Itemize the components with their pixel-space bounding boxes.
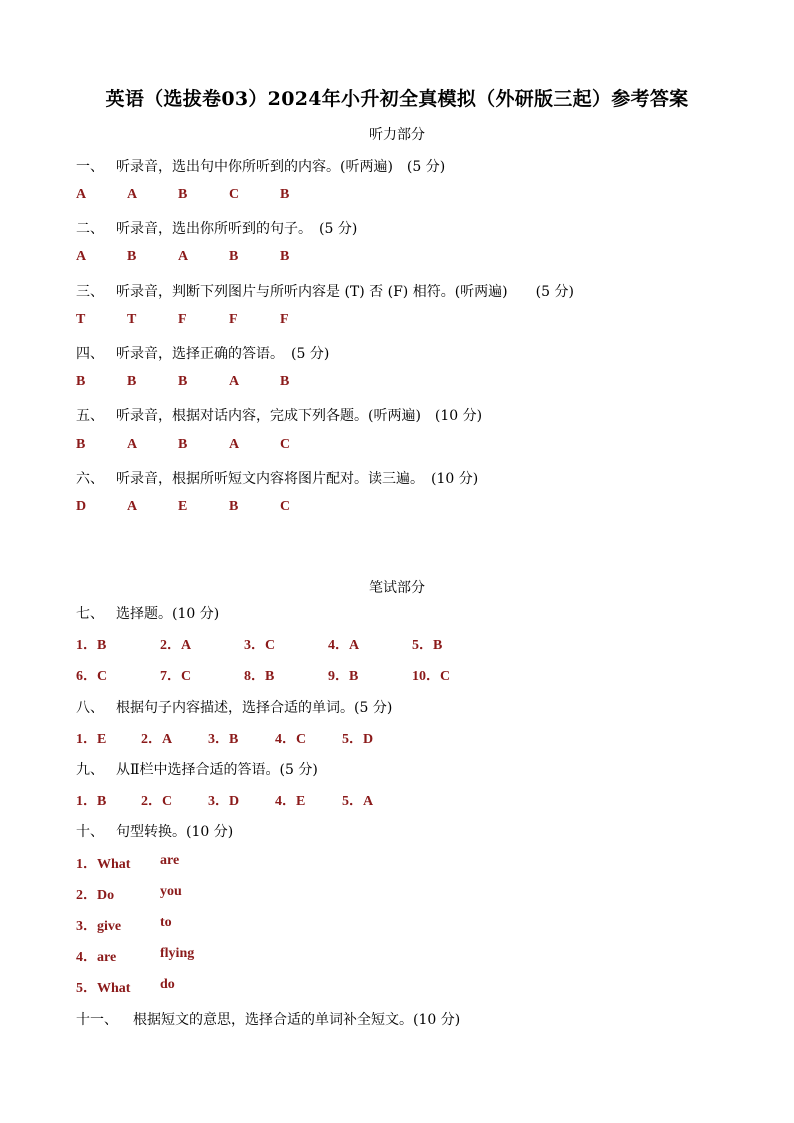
answer: 2．Do: [76, 888, 115, 903]
answer: 4．are: [76, 950, 117, 965]
answer: 2．C: [141, 794, 173, 809]
answer: 8．B: [244, 669, 275, 684]
question-number: 七、: [76, 606, 104, 622]
question-text: 听录音，选择正确的答语。 (5 分): [116, 346, 330, 362]
page-title: 英语（选拔卷03）2024年小升初全真模拟（外研版三起）参考答案: [105, 88, 689, 110]
listening-heading: 听力部分: [369, 127, 425, 143]
question-7: [76, 603, 219, 623]
answer: A: [127, 437, 138, 452]
answer: T: [127, 312, 137, 327]
question-text: 选择题。(10 分): [116, 606, 220, 622]
answer: 5．What: [76, 981, 131, 996]
answer: 10．C: [412, 669, 451, 684]
answer: B: [280, 374, 290, 389]
question-6: [76, 468, 478, 488]
answer: 5．D: [342, 732, 374, 747]
answer: are: [160, 853, 180, 868]
answer: 1．E: [76, 732, 107, 747]
answer: 2．A: [141, 732, 173, 747]
question-text: 句型转换。(10 分): [116, 824, 234, 840]
answer: do: [160, 977, 175, 992]
answer: B: [229, 499, 239, 514]
question-5: [76, 405, 482, 425]
question-number: 十一、: [76, 1012, 118, 1028]
answer: 9．B: [328, 669, 359, 684]
answer: D: [76, 499, 87, 514]
answer: B: [178, 187, 188, 202]
answer: flying: [160, 946, 195, 961]
answer: A: [229, 437, 240, 452]
answer: B: [280, 187, 290, 202]
answer: A: [76, 249, 87, 264]
question-text: 听录音，选出句中你所听到的内容。(听两遍) (5 分): [116, 159, 446, 175]
question-number: 九、: [76, 762, 104, 778]
question-11: [76, 1009, 460, 1029]
question-text: 听录音，根据对话内容，完成下列各题。(听两遍) (10 分): [116, 408, 483, 424]
question-number: 六、: [76, 471, 104, 487]
answer: B: [76, 374, 86, 389]
answer: to: [160, 915, 172, 930]
answer: B: [127, 249, 137, 264]
question-number: 十、: [76, 824, 104, 840]
answer: F: [280, 312, 289, 327]
answer: 1．B: [76, 638, 107, 653]
answer: A: [127, 499, 138, 514]
answer: 3．D: [208, 794, 240, 809]
written-heading: 笔试部分: [369, 580, 425, 596]
answer: 5．A: [342, 794, 374, 809]
question-number: 二、: [76, 221, 104, 237]
question-1: [76, 156, 445, 176]
question-text: 从Ⅱ栏中选择合适的答语。(5 分): [116, 762, 318, 778]
question-text: 听录音，判断下列图片与所听内容是 (T) 否 (F) 相符。(听两遍) (5 分): [116, 284, 574, 300]
answer: B: [229, 249, 239, 264]
question-number: 四、: [76, 346, 104, 362]
answer: B: [178, 374, 188, 389]
answer: 1．What: [76, 857, 131, 872]
answer: 4．A: [328, 638, 360, 653]
question-9: [76, 759, 318, 779]
answer: A: [229, 374, 240, 389]
answer: 2．A: [160, 638, 192, 653]
question-text: 根据句子内容描述，选择合适的单词。(5 分): [116, 700, 393, 716]
answer: 4．C: [275, 732, 307, 747]
question-4: [76, 343, 329, 363]
answer: F: [178, 312, 187, 327]
answer: 3．B: [208, 732, 239, 747]
answer: C: [280, 437, 291, 452]
question-8: [76, 697, 392, 717]
answer: C: [229, 187, 240, 202]
answer: F: [229, 312, 238, 327]
answer: B: [76, 437, 86, 452]
question-10: [76, 821, 233, 841]
answer: T: [76, 312, 86, 327]
answer: 5．B: [412, 638, 443, 653]
answer: B: [178, 437, 188, 452]
question-text: 听录音，选出你所听到的句子。 (5 分): [116, 221, 358, 237]
answer: 3．C: [244, 638, 276, 653]
answer: 6．C: [76, 669, 108, 684]
question-2: [76, 218, 357, 238]
answer: 3．give: [76, 919, 122, 934]
answer: 4．E: [275, 794, 306, 809]
question-text: 根据短文的意思，选择合适的单词补全短文。(10 分): [133, 1012, 461, 1028]
question-number: 八、: [76, 700, 104, 716]
question-3: [76, 281, 574, 301]
answer: A: [76, 187, 87, 202]
answer: B: [280, 249, 290, 264]
answer: A: [178, 249, 189, 264]
answer: B: [127, 374, 137, 389]
answer: 7．C: [160, 669, 192, 684]
answer: A: [127, 187, 138, 202]
question-number: 三、: [76, 284, 104, 300]
answer: E: [178, 499, 188, 514]
answer: you: [160, 884, 182, 899]
question-number: 五、: [76, 408, 104, 424]
answer: 1．B: [76, 794, 107, 809]
question-text: 听录音，根据所听短文内容将图片配对。读三遍。 (10 分): [116, 471, 479, 487]
answer: C: [280, 499, 291, 514]
question-number: 一、: [76, 159, 104, 175]
